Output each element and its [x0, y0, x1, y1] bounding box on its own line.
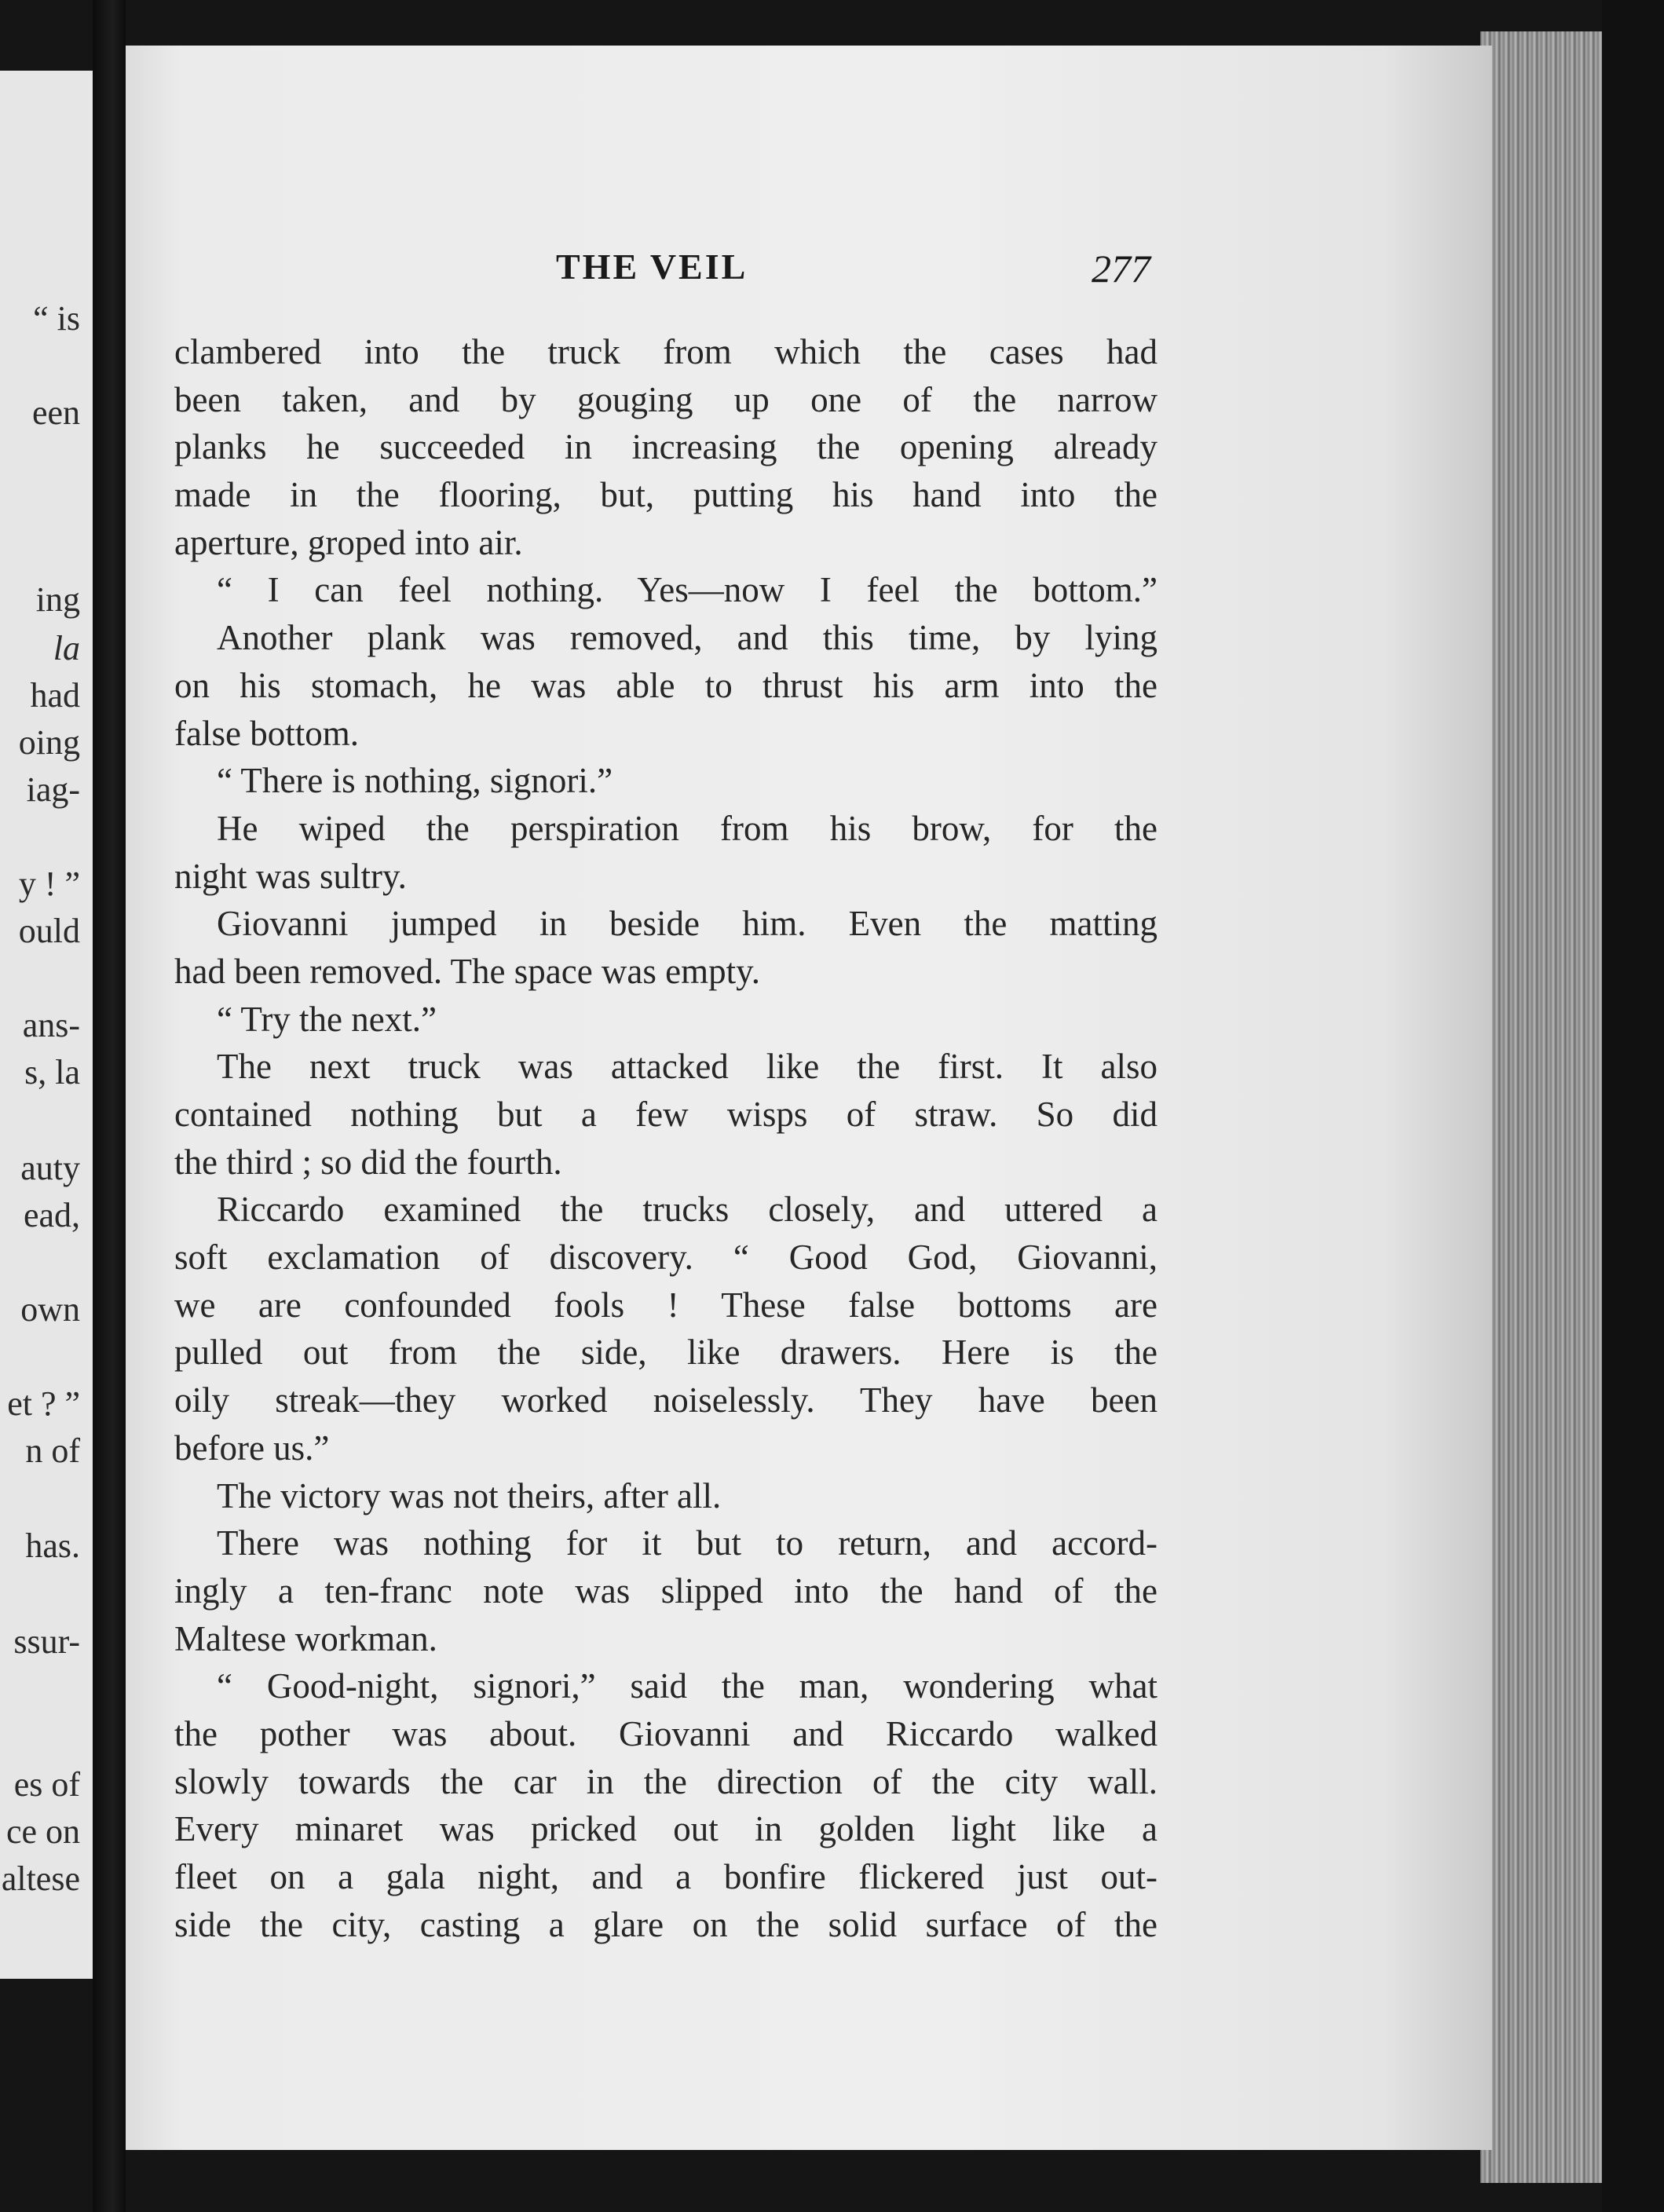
left-page-fragment: ould: [18, 912, 80, 950]
text-line: oily streak—they worked noiselessly. They have been: [174, 1380, 1157, 1420]
text-line: side the city, casting a glare on the solid surface of the: [174, 1904, 1157, 1944]
text-line: Giovanni jumped in beside him. Even the matting: [217, 904, 1157, 944]
text-line: aperture, groped into air.: [174, 522, 523, 562]
text-line: Riccardo examined the trucks closely, and uttered a: [217, 1190, 1157, 1230]
left-page-fragment: een: [31, 393, 80, 432]
text-line: the third ; so did the fourth.: [174, 1142, 562, 1182]
text-line: The next truck was attacked like the first. It also: [217, 1047, 1157, 1087]
text-line: before us.”: [174, 1428, 330, 1468]
stacked-page-edges: [1480, 31, 1614, 2183]
body-text: [174, 328, 1157, 1948]
running-header: [126, 246, 1492, 293]
text-line: the pother was about. Giovanni and Riccardo walked: [174, 1713, 1157, 1753]
left-page-fragment: la: [53, 629, 80, 667]
text-line: “ There is nothing, signori.”: [217, 761, 613, 801]
book-gutter: [93, 0, 126, 2212]
left-page-fragment: ssur-: [13, 1622, 80, 1661]
text-line: made in the flooring, but, putting his hand into the: [174, 475, 1157, 515]
page-number: 277: [1092, 247, 1150, 291]
left-page-fragment: oing: [18, 723, 80, 762]
text-line: He wiped the perspiration from his brow, for the: [217, 808, 1157, 848]
text-line: Maltese workman.: [174, 1618, 437, 1658]
text-line: Every minaret was pricked out in golden light like a: [174, 1809, 1157, 1849]
book-page: [126, 46, 1492, 2150]
left-page-fragment: has.: [25, 1526, 80, 1565]
text-line: night was sultry.: [174, 856, 407, 896]
text-line: planks he succeeded in increasing the opening already: [174, 427, 1157, 467]
left-page-fragment: et ? ”: [7, 1384, 80, 1423]
text-line: false bottom.: [174, 713, 359, 753]
left-page-fragment: had: [30, 676, 80, 715]
left-page-fragment: ans-: [22, 1006, 80, 1044]
left-page-fragment: own: [20, 1290, 80, 1329]
left-page-fragment: y ! ”: [18, 865, 80, 903]
text-line: soft exclamation of discovery. “ Good God, Giovanni,: [174, 1238, 1157, 1278]
text-line: been taken, and by gouging up one of the narrow: [174, 379, 1157, 419]
background-shadow: [1602, 0, 1664, 2212]
text-line: slowly towards the car in the direction of the city wall.: [174, 1761, 1157, 1801]
left-page-fragment: ce on: [5, 1812, 80, 1851]
left-page-fragment: ead,: [23, 1196, 80, 1234]
text-line: contained nothing but a few wisps of straw. So did: [174, 1095, 1157, 1134]
text-line: “ I can feel nothing. Yes—now I feel the bottom.”: [217, 570, 1157, 610]
left-page-fragment: s, la: [24, 1053, 80, 1091]
text-line: we are confounded fools ! These false bottoms are: [174, 1285, 1157, 1325]
text-line: clambered into the truck from which the cases had: [174, 332, 1157, 371]
left-page-fragment: auty: [20, 1149, 80, 1187]
text-line: on his stomach, he was able to thrust his arm into the: [174, 665, 1157, 705]
text-line: pulled out from the side, like drawers. Here is the: [174, 1333, 1157, 1373]
text-line: “ Try the next.”: [217, 999, 437, 1039]
previous-page-edge: [0, 71, 93, 1979]
text-line: had been removed. The space was empty.: [174, 951, 760, 991]
text-line: ingly a ten-franc note was slipped into the hand of the: [174, 1570, 1157, 1611]
text-line: fleet on a gala night, and a bonfire flickered just out-: [174, 1857, 1157, 1896]
left-page-fragment: n of: [25, 1431, 80, 1470]
running-title: THE VEIL: [556, 247, 748, 287]
left-page-fragment: “ is: [33, 299, 80, 338]
left-page-fragment: ing: [35, 580, 80, 619]
text-line: “ Good-night, signori,” said the man, wondering what: [217, 1666, 1157, 1706]
text-line: There was nothing for it but to return, and accord-: [217, 1523, 1157, 1563]
left-page-fragment: iag-: [26, 770, 80, 809]
left-page-fragment: es of: [13, 1765, 80, 1804]
text-line: Another plank was removed, and this time, by lying: [217, 618, 1157, 658]
text-line: The victory was not theirs, after all.: [217, 1475, 722, 1515]
left-page-fragment: altese: [1, 1859, 80, 1898]
